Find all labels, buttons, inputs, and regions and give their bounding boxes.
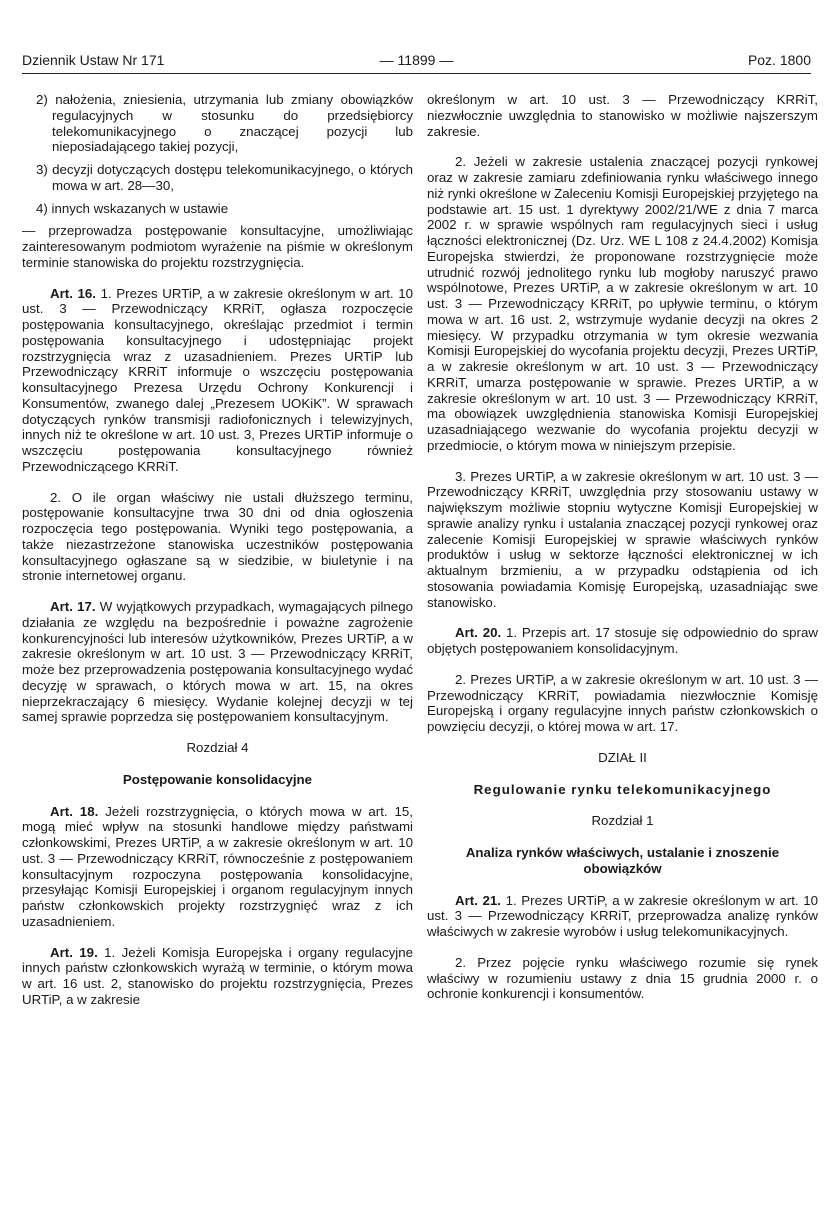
journal-title: Dziennik Ustaw Nr 171 — [22, 52, 165, 68]
article-paragraph — [22, 804, 413, 930]
section-heading: Analiza rynków właściwych, ustalanie i znoszenie obowiązków — [465, 845, 780, 876]
article-text: 1. Prezes URTiP, a w zakresie określonym w art. 10 ust. 3 — Przewodniczący KRRiT, ogłasza rozpoczęcie postępowania konsultacyjnego, określając przedmiot i termin postępowania konsultacyjnego i udostępniając projekt rozstrzygnięcia wraz z uzasadnieniem. Prezes URTiP lub Przewodniczący KRRiT informuje o wszczęciu postępowania konsultacyjnego Prezesa Urzędu Ochrony Konkurencji i Konsumentów, zwanego dalej „Prezesem UOKiK”. W sprawach dotyczących rynków transmisji radiofonicznych i telewizyjnych, innych niż te określone w art. 10 ust. 3, Prezes URTiP informuje o wszczęciu postępowania konsultacyjnego również Przewodniczącego KRRiT. — [22, 285, 413, 474]
article-number: Art. 18. — [50, 803, 99, 819]
article-text: 1. Jeżeli Komisja Europejska i organy regulacyjne innych państw członkowskich wyrażą w terminie, o którym mowa w art. 16 ust. 2, stanowisko do projektu rozstrzygnięcia, Prezes URTiP, a w zakresie — [22, 944, 413, 1007]
right-column — [427, 92, 818, 1017]
article-paragraph — [22, 945, 413, 1008]
paragraph: — przeprowadza postępowanie konsultacyjne, umożliwiając zainteresowanym podmiotom wyrażenie na piśmie w określonym terminie stanowiska do projektu rozstrzygnięcia. — [22, 223, 413, 270]
article-paragraph — [427, 893, 818, 940]
article-paragraph — [22, 286, 413, 475]
article-text: 1. Prezes URTiP, a w zakresie określonym w art. 10 ust. 3 — Przewodniczący KRRiT, przeprowadza analizę rynków właściwych w zakresie wyrobów i usług telekomunikacyjnych. — [427, 892, 818, 939]
page-header — [22, 52, 811, 74]
left-column — [22, 92, 413, 1023]
section-heading: Rozdział 1 — [591, 813, 654, 829]
position-number: Poz. 1800 — [747, 52, 811, 68]
section-heading: Regulowanie rynku telekomunikacyjnego — [473, 781, 772, 797]
article-text: W wyjątkowych przypadkach, wymagających pilnego działania ze względu na bezpośrednie i poważne zagrożenie konkurencyjności lub interesów użytkowników, Prezes URTiP, a w zakresie określonym w art. 10 ust. 3 — Przewodniczący KRRiT, może bez przeprowadzenia postępowania konsultacyjnego wydać decyzję w sprawach, o których mowa w art. 15, na okres nieprzekraczający 6 miesięcy. Wydanie kolejnej decyzji w tej samej sprawie poprzedza się postępowaniem konsultacyjnym. — [22, 599, 413, 725]
article-text: Jeżeli rozstrzygnięcia, o których mowa w art. 15, mogą mieć wpływ na stosunki handlowe między państwami członkowskimi, Prezes URTiP, a w zakresie określonym w art. 10 ust. 3 — Przewodniczący KRRiT, równocześnie z postępowaniem konsultacyjnym rozpoczyna postępowania konsolidacyjne, przesyłając Komisji Europejskiej i organom regulacyjnym innych państw członkowskich projekty rozstrzygnięć wraz z ich uzasadnieniem. — [22, 803, 413, 929]
article-number: Art. 21. — [455, 892, 501, 908]
article-number: Art. 17. — [50, 599, 96, 614]
paragraph: określonym w art. 10 ust. 3 — Przewodniczący KRRiT, niezwłocznie uwzględnia to stanowisko w możliwie najszerszym zakresie. — [427, 92, 818, 139]
section-heading: Rozdział 4 — [186, 740, 249, 755]
paragraph: 2. Jeżeli w zakresie ustalenia znaczącej pozycji rynkowej oraz w zakresie zamiaru zdefiniowania rynku właściwego innego niż rynki określone w Zaleceniu Komisji Europejskiej przyjętego na podstawie art. 15 ust. 1 dyrektywy 2002/21/WE z dnia 7 marca 2002 r. w sprawie wspólnych ram regulacyjnych sieci i usług łączności elektronicznej (Dz. Urz. WE L 108 z 24.4.2002) Komisja Europejska stwierdzi, że proponowane rozstrzygnięcie może utrudnić rozwój jednolitego rynku lub mogłoby naruszyć prawo wspólnotowe, Prezes URTiP, a w zakresie określonym w art. 10 ust. 3 — Przewodniczący KRRiT, po upływie terminu, o którym mowa w art. 16 ust. 2, wstrzymuje wydanie decyzji na okres 2 miesięcy. W przypadku otrzymania w tym okresie wezwania Komisji Europejskiej do wycofania projektu decyzji, Prezes URTiP, a w zakresie określonym w art. 10 ust. 3 — Przewodniczący KRRiT, umarza postępowanie w sprawie. Prezes URTiP, a w zakresie określonym w art. 10 ust. 3 — Przewodniczący KRRiT, ma obowiązek uwzględnienia stanowiska Komisji Europejskiej uzasadniającego wezwanie do wycofania projektu decyzji w przedmiocie, o którym mowa w niniejszym przepisie. — [427, 154, 818, 453]
header-rule — [22, 73, 811, 74]
article-paragraph — [22, 599, 413, 725]
article-text: 1. Przepis art. 17 stosuje się odpowiednio do spraw objętych postępowaniem konsolidacyjnym. — [427, 625, 818, 656]
paragraph: 2. Prezes URTiP, a w zakresie określonym w art. 10 ust. 3 — Przewodniczący KRRiT, powiadamia niezwłocznie Komisję Europejską i organy regulacyjne innych państw członkowskich o powzięciu decyzji, o której mowa w art. 17. — [427, 671, 818, 734]
article-number: Art. 19. — [50, 944, 98, 960]
list-item: 4) innych wskazanych w ustawie — [36, 200, 229, 216]
paragraph: 2. Przez pojęcie rynku właściwego rozumie się rynek właściwy w rozumieniu ustawy z dnia 15 grudnia 2000 r. o ochronie konkurencji i konsumentów. — [427, 954, 818, 1002]
paragraph: 3. Prezes URTiP, a w zakresie określonym w art. 10 ust. 3 — Przewodniczący KRRiT, uwzględnia przy stosowaniu ustawy w największym możliwie stopniu wytyczne Komisji Europejskiej w sprawie analizy rynku i ustalania znaczącej pozycji rynkowej oraz zalecenie Komisji Europejskiej w sprawie właściwych rynków produktów i usług w sektorze łączności elektronicznej w ich aktualnym brzmieniu, a w przypadku odstąpienia od ich stosowania powiadamia Komisję Europejską, uzasadniając swe stanowisko. — [427, 468, 818, 610]
article-number: Art. 16. — [50, 285, 96, 301]
paragraph: 2. O ile organ właściwy nie ustali dłuższego terminu, postępowanie konsultacyjne trwa 30 dni od dnia ogłoszenia rozpoczęcia tego postępowania. Wyniki tego postępowania, a także niezastrzeżone stanowiska uczestników postępowania konsultacyjnego ogłaszane są w siedzibie, w biuletynie i na stronie internetowej organu. — [22, 489, 413, 584]
section-heading: DZIAŁ II — [598, 749, 647, 765]
list-item: 3) decyzji dotyczących dostępu telekomunikacyjnego, o których mowa w art. 28—30, — [36, 162, 413, 193]
section-heading: Postępowanie konsolidacyjne — [122, 771, 313, 787]
list-item: 2) nałożenia, zniesienia, utrzymania lub zmiany obowiązków regulacyjnych w stosunku do przedsiębiorcy telekomunikacyjnego o znaczącej pozycji lub nieposiadającego takiej pozycji, — [36, 92, 413, 155]
article-number: Art. 20. — [455, 625, 502, 641]
page-number: — 11899 — — [379, 52, 454, 68]
article-paragraph — [427, 625, 818, 657]
